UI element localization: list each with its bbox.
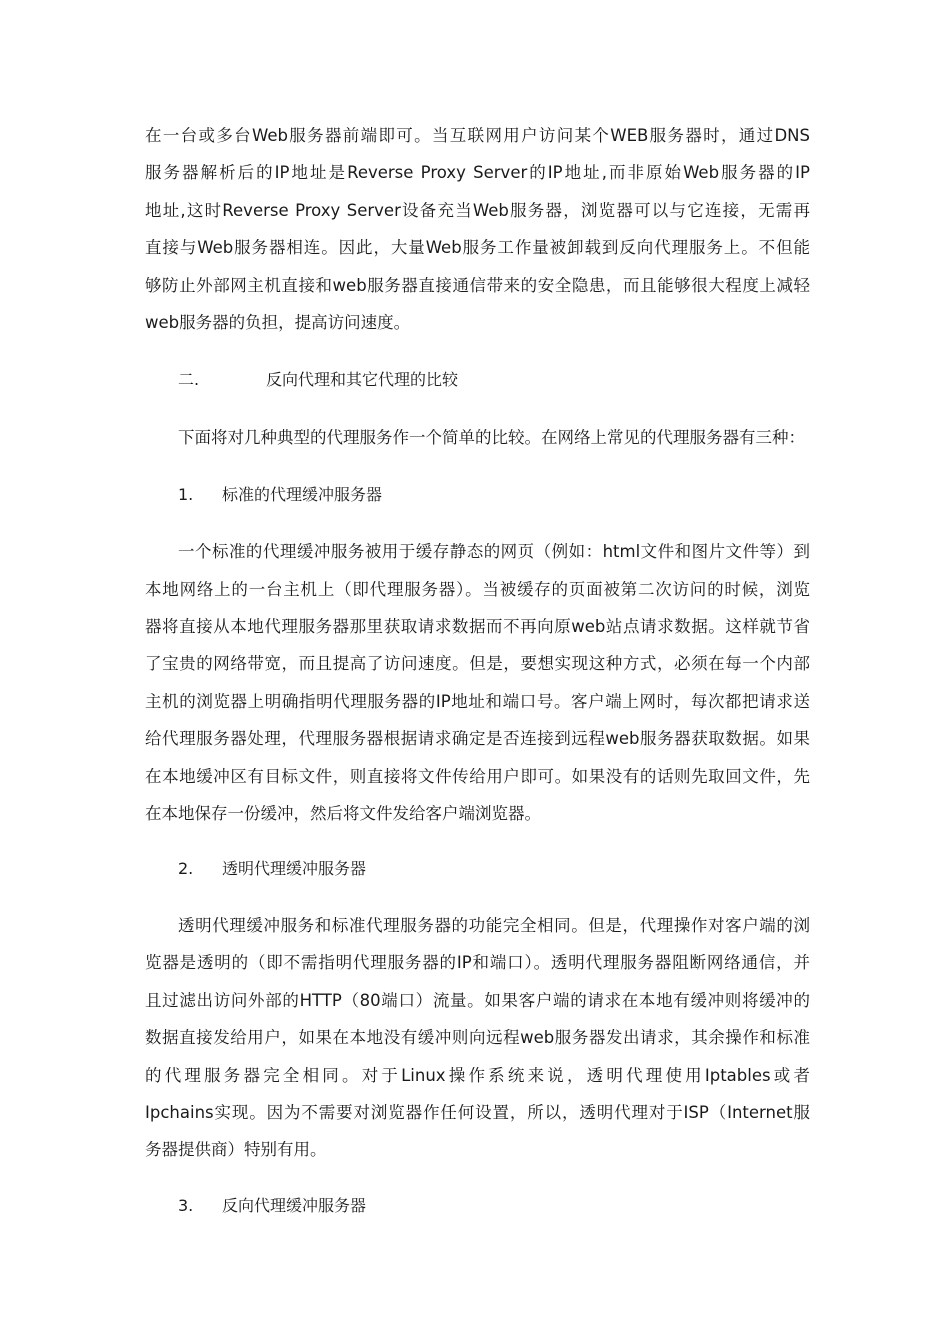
para2-line-1: 一个标准的代理缓冲服务被用于缓存静态的网页（例如：html文件和图片文件等）到 <box>178 542 810 561</box>
para3-line-6: Ipchains实现。因为不需要对浏览器作任何设置，所以，透明代理对于ISP（Internet服 <box>145 1103 810 1122</box>
section-title: 反向代理和其它代理的比较 <box>266 370 459 389</box>
item2-title: 透明代理缓冲服务器 <box>222 859 367 878</box>
para2-line-3: 器将直接从本地代理服务器那里获取请求数据而不再向原web站点请求数据。这样就节省 <box>145 617 810 636</box>
para2-line-5: 主机的浏览器上明确指明代理服务器的IP地址和端口号。客户端上网时，每次都把请求送 <box>145 692 810 711</box>
para1-line-6: web服务器的负担，提高访问速度。 <box>145 313 411 332</box>
para1-line-4: 直接与Web服务器相连。因此，大量Web服务工作量被卸载到反向代理服务上。不但能 <box>145 238 810 257</box>
intro-line: 下面将对几种典型的代理服务作一个简单的比较。在网络上常见的代理服务器有三种： <box>178 428 805 447</box>
para1-line-5: 够防止外部网主机直接和web服务器直接通信带来的安全隐患，而且能够很大程度上减轻 <box>145 276 810 295</box>
para2-line-6: 给代理服务器处理，代理服务器根据请求确定是否连接到远程web服务器获取数据。如果 <box>145 729 810 748</box>
para1-line-2: 服务器解析后的IP地址是Reverse Proxy Server的IP地址,而非原始Web服务器的IP <box>145 163 810 182</box>
item3-number: 3. <box>178 1196 194 1215</box>
item1-title: 标准的代理缓冲服务器 <box>222 485 383 504</box>
item1-number: 1. <box>178 485 194 504</box>
item2-number: 2. <box>178 859 194 878</box>
para2-line-7: 在本地缓冲区有目标文件，则直接将文件传给用户即可。如果没有的话则先取回文件，先 <box>145 767 810 786</box>
para2-line-2: 本地网络上的一台主机上（即代理服务器）。当被缓存的页面被第二次访问的时候，浏览 <box>145 580 810 599</box>
para3-line-3: 且过滤出访问外部的HTTP（80端口）流量。如果客户端的请求在本地有缓冲则将缓冲的 <box>145 991 810 1010</box>
para3-line-5: 的代理服务器完全相同。对于Linux操作系统来说，透明代理使用Iptables或者 <box>145 1066 810 1085</box>
para3-line-7: 务器提供商）特别有用。 <box>145 1140 327 1159</box>
para3-line-4: 数据直接发给用户，如果在本地没有缓冲则向远程web服务器发出请求，其余操作和标准 <box>145 1028 810 1047</box>
section-number: 二. <box>178 370 200 389</box>
para1-line-3: 地址,这时Reverse Proxy Server设备充当Web服务器，浏览器可以与它连接，无需再 <box>145 201 810 220</box>
para3-line-2: 览器是透明的（即不需指明代理服务器的IP和端口）。透明代理服务器阻断网络通信，并 <box>145 953 810 972</box>
para2-line-4: 了宝贵的网络带宽，而且提高了访问速度。但是，要想实现这种方式，必须在每一个内部 <box>145 654 810 673</box>
item3-title: 反向代理缓冲服务器 <box>222 1196 367 1215</box>
para1-line-1: 在一台或多台Web服务器前端即可。当互联网用户访问某个WEB服务器时，通过DNS <box>145 126 810 145</box>
para3-line-1: 透明代理缓冲服务和标准代理服务器的功能完全相同。但是，代理操作对客户端的浏 <box>178 916 810 935</box>
para2-line-8: 在本地保存一份缓冲，然后将文件发给客户端浏览器。 <box>145 804 541 823</box>
